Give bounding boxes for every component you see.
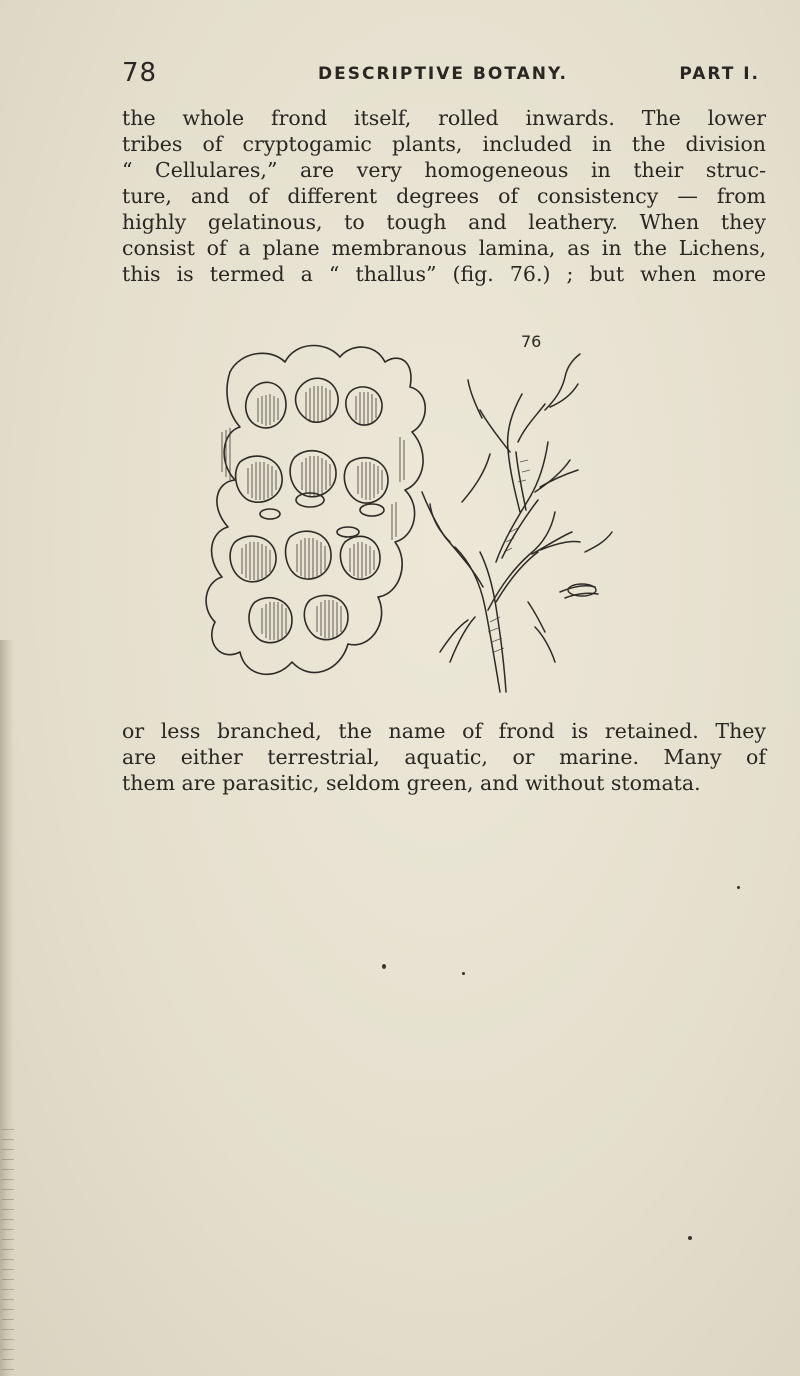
text-line: this is termed a “ thallus” (fig. 76.) ; but when more — [122, 262, 766, 286]
figure-number: 76 — [521, 332, 542, 351]
paragraph-2 — [122, 718, 766, 796]
text-line: “ Cellulares,” are very homogeneous in their struc- — [122, 158, 766, 182]
page-edge-lines — [2, 1120, 14, 1376]
text-line: highly gelatinous, to tough and leathery. When they — [122, 210, 766, 234]
paper-speck — [462, 972, 465, 975]
part-label: PART I. — [679, 64, 760, 84]
text-line: ture, and of different degrees of consistency — from — [122, 184, 766, 208]
text-line: or less branched, the name of frond is retained. They — [122, 719, 766, 743]
lichen-thallus-illustration — [200, 332, 630, 704]
text-line: tribes of cryptogamic plants, included in the division — [122, 132, 766, 156]
text-line: consist of a plane membranous lamina, as in the Lichens, — [122, 236, 766, 260]
page-number: 78 — [122, 58, 158, 88]
running-title: DESCRIPTIVE BOTANY. — [318, 64, 568, 84]
page-header — [122, 58, 766, 92]
paragraph-1 — [122, 105, 766, 287]
text-line: them are parasitic, seldom green, and without stomata. — [122, 771, 701, 795]
paper-speck — [688, 1236, 692, 1240]
text-line: are either terrestrial, aquatic, or marine. Many of — [122, 745, 766, 769]
paper-speck — [382, 964, 386, 969]
text-line: the whole frond itself, rolled inwards. The lower — [122, 106, 766, 130]
paper-speck — [737, 886, 740, 889]
